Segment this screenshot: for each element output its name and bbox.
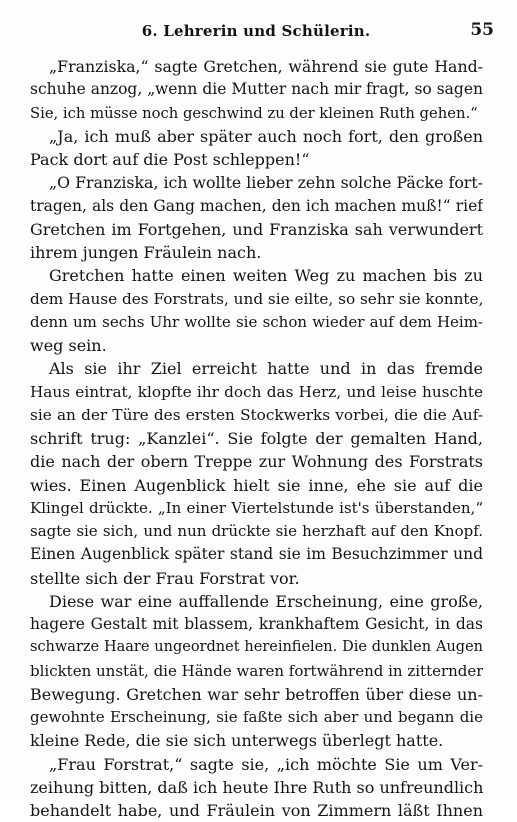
text-line: schuhe anzog, „wenn die Mutter nach mir fragt, so sagen <box>30 80 483 99</box>
text-line: schwarze Haare ungeordnet hereinfielen. Die dunklen Augen <box>30 639 483 656</box>
body-text <box>30 55 483 822</box>
text-line: weg sein. <box>30 336 107 355</box>
text-line: gewohnte Erscheinung, sie faßte sich aber und begann die <box>30 708 483 726</box>
text-line: blickten unstät, die Hände waren fortwährend in zitternder <box>30 661 483 680</box>
text-line: Pack dort auf die Post schleppen!“ <box>30 150 310 169</box>
chapter-title: 6. Lehrerin und Schülerin. <box>141 22 371 40</box>
text-line: dem Hause des Forstrats, und sie eilte, so sehr sie konnte, <box>30 289 483 308</box>
text-line: Einen Augenblick später stand sie im Besuchzimmer und <box>30 545 483 564</box>
text-line: Haus eintrat, klopfte ihr doch das Herz, und leise huschte <box>30 382 483 401</box>
text-line: ihrem jungen Fräulein nach. <box>30 243 262 262</box>
text-line: „Franziska,“ sagte Gretchen, während sie gute Hand- <box>49 57 483 76</box>
text-line: stellte sich der Frau Forstrat vor. <box>30 568 300 588</box>
running-head <box>30 20 494 44</box>
text-line: „Frau Forstrat,“ sagte sie, „ich möchte Sie um Ver- <box>49 754 483 774</box>
text-line: Klingel drückte. „In einer Viertelstunde ist's überstanden,“ <box>30 498 483 517</box>
text-line: schrift trug: „Kanzlei“. Sie folgte der gemalten Hand, <box>30 429 483 448</box>
text-line: tragen, als den Gang machen, den ich machen muß!“ rief <box>30 196 483 215</box>
text-line: Diese war eine auffallende Erscheinung, eine große, <box>49 591 483 611</box>
text-line: „Ja, ich muß aber später auch noch fort, den großen <box>49 126 483 146</box>
text-line: Bewegung. Gretchen war sehr betroffen über diese un- <box>30 684 483 704</box>
text-line: behandelt habe, und Fräulein von Zimmern läßt Ihnen <box>30 801 483 820</box>
text-line: „O Franziska, ich wollte lieber zehn solche Päcke fort- <box>49 173 483 193</box>
text-line: zeihung bitten, daß ich heute Ihre Ruth so unfreundlich <box>30 777 483 797</box>
page-number: 55 <box>470 20 494 40</box>
text-line: hagere Gestalt mit blassem, krankhaftem Gesicht, in das <box>30 615 483 633</box>
text-line: Als sie ihr Ziel erreicht hatte und in das fremde <box>49 359 483 379</box>
text-line: denn um sechs Uhr wollte sie schon wieder auf dem Heim- <box>30 312 483 331</box>
text-line: Gretchen hatte einen weiten Weg zu machen bis zu <box>49 266 483 286</box>
text-line: kleine Rede, die sie sich unterwegs überlegt hatte. <box>30 731 444 751</box>
text-line: sagte sie sich, und nun drückte sie herzhaft auf den Knopf. <box>30 522 483 540</box>
text-line: Gretchen im Fortgehen, und Franziska sah verwundert <box>30 219 483 239</box>
text-line: die nach der obern Treppe zur Wohnung des Forstrats <box>30 452 483 472</box>
text-line: sie an der Türe des ersten Stockwerks vorbei, die die Auf- <box>30 405 483 424</box>
text-line: wies. Einen Augenblick hielt sie inne, ehe sie auf die <box>30 475 483 495</box>
text-line: Sie, ich müsse noch geschwind zu der kleinen Ruth gehen.“ <box>30 104 478 122</box>
